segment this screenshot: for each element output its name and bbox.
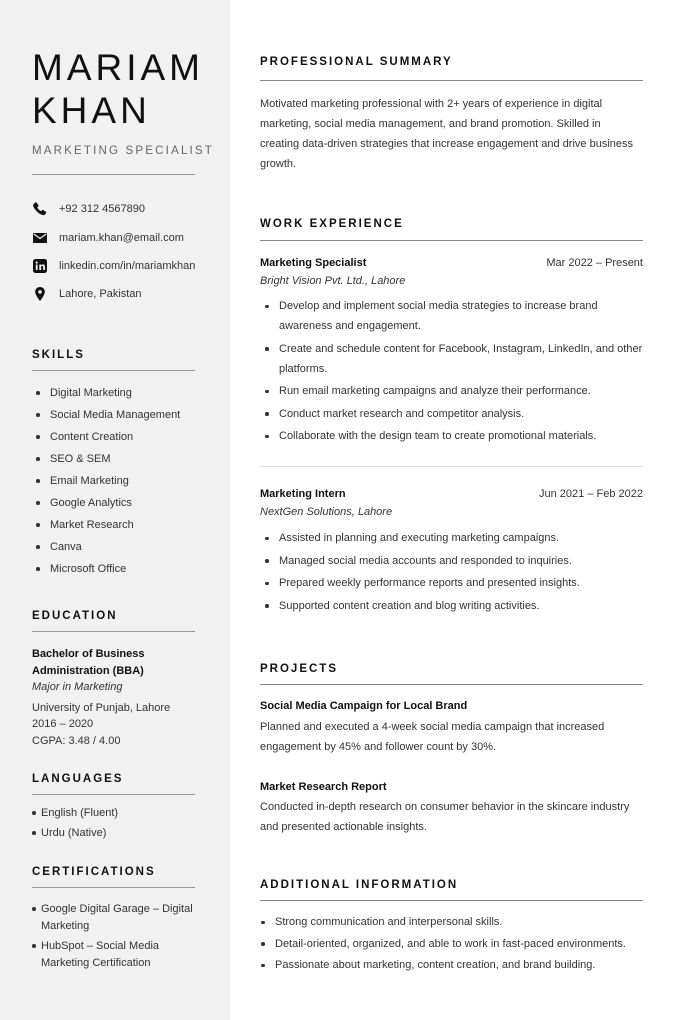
contact-location (32, 286, 207, 304)
summary-text: Motivated marketing professional with 2+ years of experience in digital marketing, social media management, and brand promotion. Skilled in creating data-driven strategies that increase engagement and drive business growth. (260, 98, 634, 170)
projects-heading: PROJECTS (260, 663, 338, 675)
divider (260, 684, 643, 685)
project-title: Social Media Campaign for Local Brand (260, 700, 468, 712)
education-heading: EDUCATION (32, 610, 118, 622)
list-item: Google Digital Garage – Digital Marketing (32, 901, 207, 934)
location: Lahore, Pakistan (59, 288, 142, 300)
list-item: Detail-oriented, organized, and able to work in fast-paced environments. (260, 934, 643, 954)
list-item: Prepared weekly performance reports and presented insights. (260, 573, 643, 593)
list-item: Develop and implement social media strategies to increase brand awareness and engagement. (260, 296, 643, 336)
degree-line-1: Bachelor of Business (32, 648, 145, 660)
list-item: Market Research (32, 517, 212, 539)
list-item: Social Media Management (32, 407, 212, 429)
languages-heading: LANGUAGES (32, 773, 124, 785)
list-item: Create and schedule content for Facebook, Instagram, LinkedIn, and other platforms. (260, 339, 643, 379)
certifications-list (32, 901, 207, 975)
cgpa: CGPA: 3.48 / 4.00 (32, 734, 121, 747)
degree-line-2: Administration (BBA) (32, 664, 144, 677)
languages-list (32, 805, 212, 845)
main-content (230, 0, 680, 1020)
list-item: Collaborate with the design team to create promotional materials. (260, 426, 643, 446)
divider (260, 900, 643, 901)
first-name: MARIAM (32, 47, 204, 88)
additional-heading: ADDITIONAL INFORMATION (260, 879, 459, 891)
divider (260, 80, 643, 81)
major: Major in Marketing (32, 681, 123, 693)
list-item: Google Analytics (32, 495, 212, 517)
email-address[interactable]: mariam.khan@email.com (59, 232, 184, 244)
education-entry (32, 646, 207, 749)
candidate-name (32, 46, 204, 132)
job-bullets (260, 528, 643, 618)
divider (32, 887, 195, 888)
summary-heading: PROFESSIONAL SUMMARY (260, 56, 453, 68)
job-bullets (260, 296, 643, 449)
list-item: HubSpot – Social Media Marketing Certification (32, 938, 207, 971)
linkedin-icon (32, 258, 48, 274)
divider (32, 174, 195, 175)
project-title: Market Research Report (260, 781, 387, 793)
list-item: Assisted in planning and executing marketing campaigns. (260, 528, 643, 548)
divider (32, 631, 195, 632)
list-item: English (Fluent) (32, 805, 212, 825)
list-item: Digital Marketing (32, 385, 212, 407)
list-item: Supported content creation and blog writing activities. (260, 596, 643, 616)
skills-heading: SKILLS (32, 349, 85, 361)
skills-list (32, 385, 212, 583)
additional-list (260, 912, 643, 977)
job-title: Marketing Specialist (260, 257, 367, 269)
list-item: Passionate about marketing, content creation, and brand building. (260, 955, 643, 975)
job-company: Bright Vision Pvt. Ltd., Lahore (260, 275, 406, 287)
certifications-heading: CERTIFICATIONS (32, 866, 156, 878)
job-dates: Jun 2021 – Feb 2022 (539, 488, 643, 500)
divider (260, 466, 643, 467)
email-icon (32, 230, 48, 246)
divider (32, 370, 195, 371)
job-company: NextGen Solutions, Lahore (260, 506, 393, 518)
list-item: Canva (32, 539, 212, 561)
sidebar (0, 0, 230, 1020)
divider (32, 794, 195, 795)
list-item: Email Marketing (32, 473, 212, 495)
divider (260, 240, 643, 241)
list-item: Microsoft Office (32, 561, 212, 583)
experience-heading: WORK EXPERIENCE (260, 218, 404, 230)
project-description: Conducted in-depth research on consumer behavior in the skincare industry and presented actionable insights. (260, 801, 630, 833)
list-item: Urdu (Native) (32, 825, 212, 845)
phone-icon (32, 201, 48, 217)
linkedin-url[interactable]: linkedin.com/in/mariamkhan (59, 260, 196, 272)
project-description: Planned and executed a 4-week social media campaign that increased engagement by 45% and follower count by 30%. (260, 721, 605, 753)
job-title: Marketing Intern (260, 488, 346, 500)
contact-email (32, 230, 207, 248)
last-name: KHAN (32, 90, 151, 131)
contact-phone (32, 201, 207, 219)
list-item: Conduct market research and competitor analysis. (260, 404, 643, 424)
list-item: Content Creation (32, 429, 212, 451)
list-item: Managed social media accounts and responded to inquiries. (260, 551, 643, 571)
list-item: Strong communication and interpersonal skills. (260, 912, 643, 932)
years: 2016 – 2020 (32, 718, 94, 730)
location-pin-icon (32, 286, 48, 302)
job-dates: Mar 2022 – Present (546, 257, 643, 269)
list-item: SEO & SEM (32, 451, 212, 473)
list-item: Run email marketing campaigns and analyze their performance. (260, 381, 643, 401)
phone-number: +92 312 4567890 (59, 203, 145, 215)
job-title: MARKETING SPECIALIST (32, 145, 215, 157)
school: University of Punjab, Lahore (32, 701, 171, 714)
contact-linkedin (32, 258, 207, 276)
